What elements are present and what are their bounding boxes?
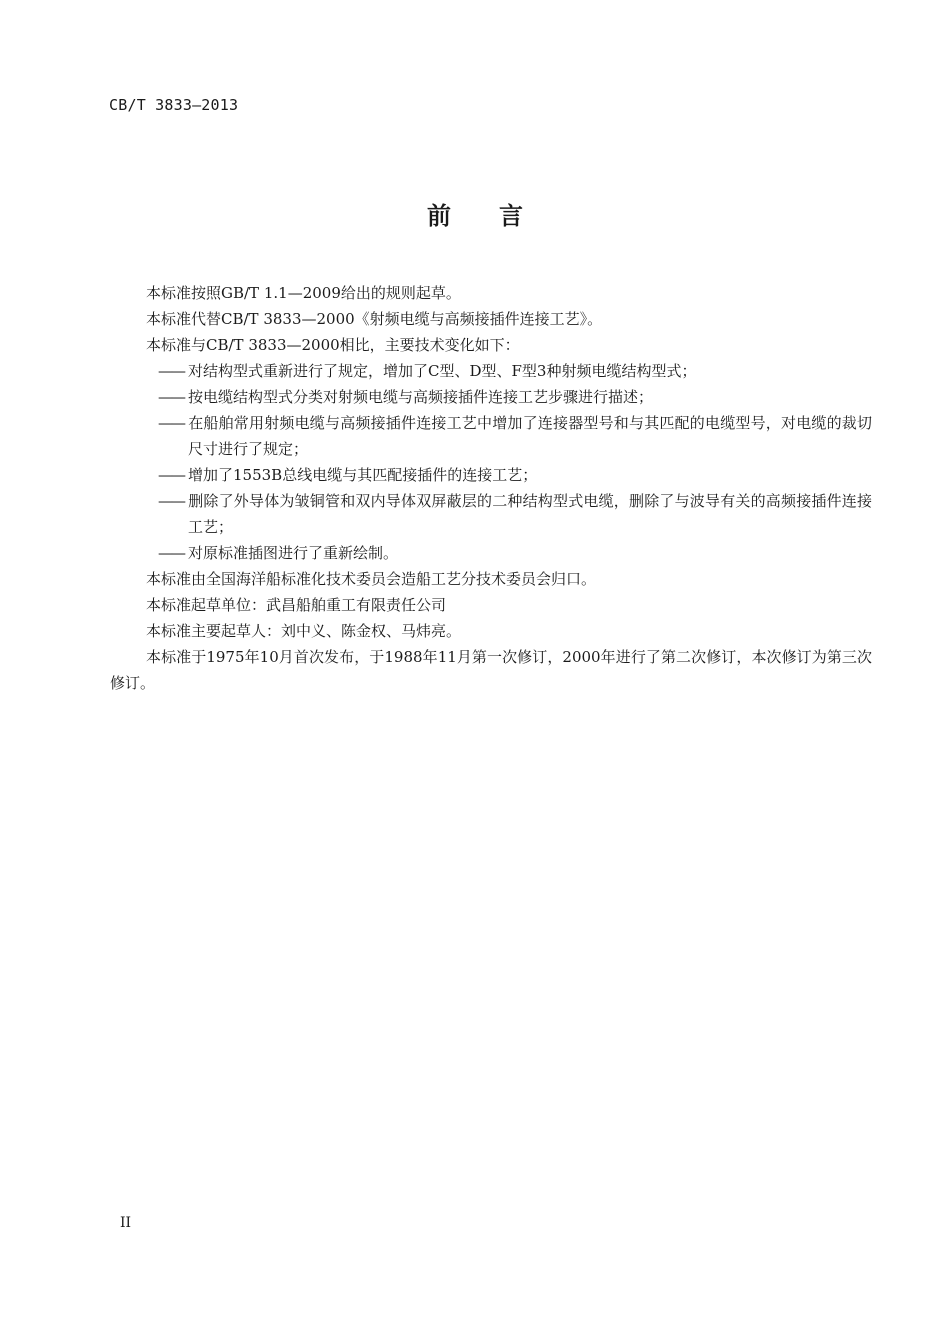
foreword-body	[110, 280, 872, 696]
paragraph-main-drafters: 本标准主要起草人：刘中义、陈金权、马炜亮。	[146, 622, 462, 640]
change-item-text: 增加了1553B总线电缆与其匹配接插件的连接工艺；	[188, 466, 538, 484]
dash-marker: ——	[158, 388, 184, 406]
change-item	[110, 488, 872, 540]
change-item-text: 删除了外导体为皱铜管和双内导体双屏蔽层的二种结构型式电缆，删除了与波导有关的高频接插件连接工艺；	[188, 492, 872, 536]
paragraph-replaces: 本标准代替CB/T 3833—2000《射频电缆与高频接插件连接工艺》。	[146, 310, 603, 328]
dash-marker: ——	[158, 492, 184, 510]
page-title: 前言	[427, 202, 571, 230]
change-item	[110, 462, 872, 488]
change-item	[110, 358, 872, 384]
dash-marker: ——	[158, 414, 184, 432]
change-item	[110, 410, 872, 462]
paragraph-revision-history: 本标准于1975年10月首次发布，于1988年11月第一次修订，2000年进行了第二次修订，本次修订为第三次修订。	[110, 648, 872, 692]
change-item-text: 按电缆结构型式分类对射频电缆与高频接插件连接工艺步骤进行描述；	[188, 388, 654, 406]
dash-marker: ——	[158, 544, 184, 562]
dash-marker: ——	[158, 362, 184, 380]
dash-marker: ——	[158, 466, 184, 484]
paragraph-drafting-rules: 本标准按照GB/T 1.1—2009给出的规则起草。	[146, 284, 461, 302]
page-number: II	[120, 1215, 132, 1231]
paragraph-changes-intro: 本标准与CB/T 3833—2000相比，主要技术变化如下：	[146, 336, 520, 354]
change-item-text: 在船舶常用射频电缆与高频接插件连接工艺中增加了连接器型号和与其匹配的电缆型号，对电缆的裁切尺寸进行了规定；	[188, 414, 872, 458]
paragraph-drafting-unit: 本标准起草单位：武昌船舶重工有限责任公司	[146, 596, 447, 614]
change-item-text: 对结构型式重新进行了规定，增加了C型、D型、F型3种射频电缆结构型式；	[188, 362, 697, 380]
paragraph-responsible-committee: 本标准由全国海洋船标准化技术委员会造船工艺分技术委员会归口。	[146, 570, 597, 588]
change-item	[110, 384, 872, 410]
standard-code: CB/T 3833—2013	[109, 96, 239, 114]
change-item-text: 对原标准插图进行了重新绘制。	[188, 544, 399, 562]
change-item	[110, 540, 872, 566]
